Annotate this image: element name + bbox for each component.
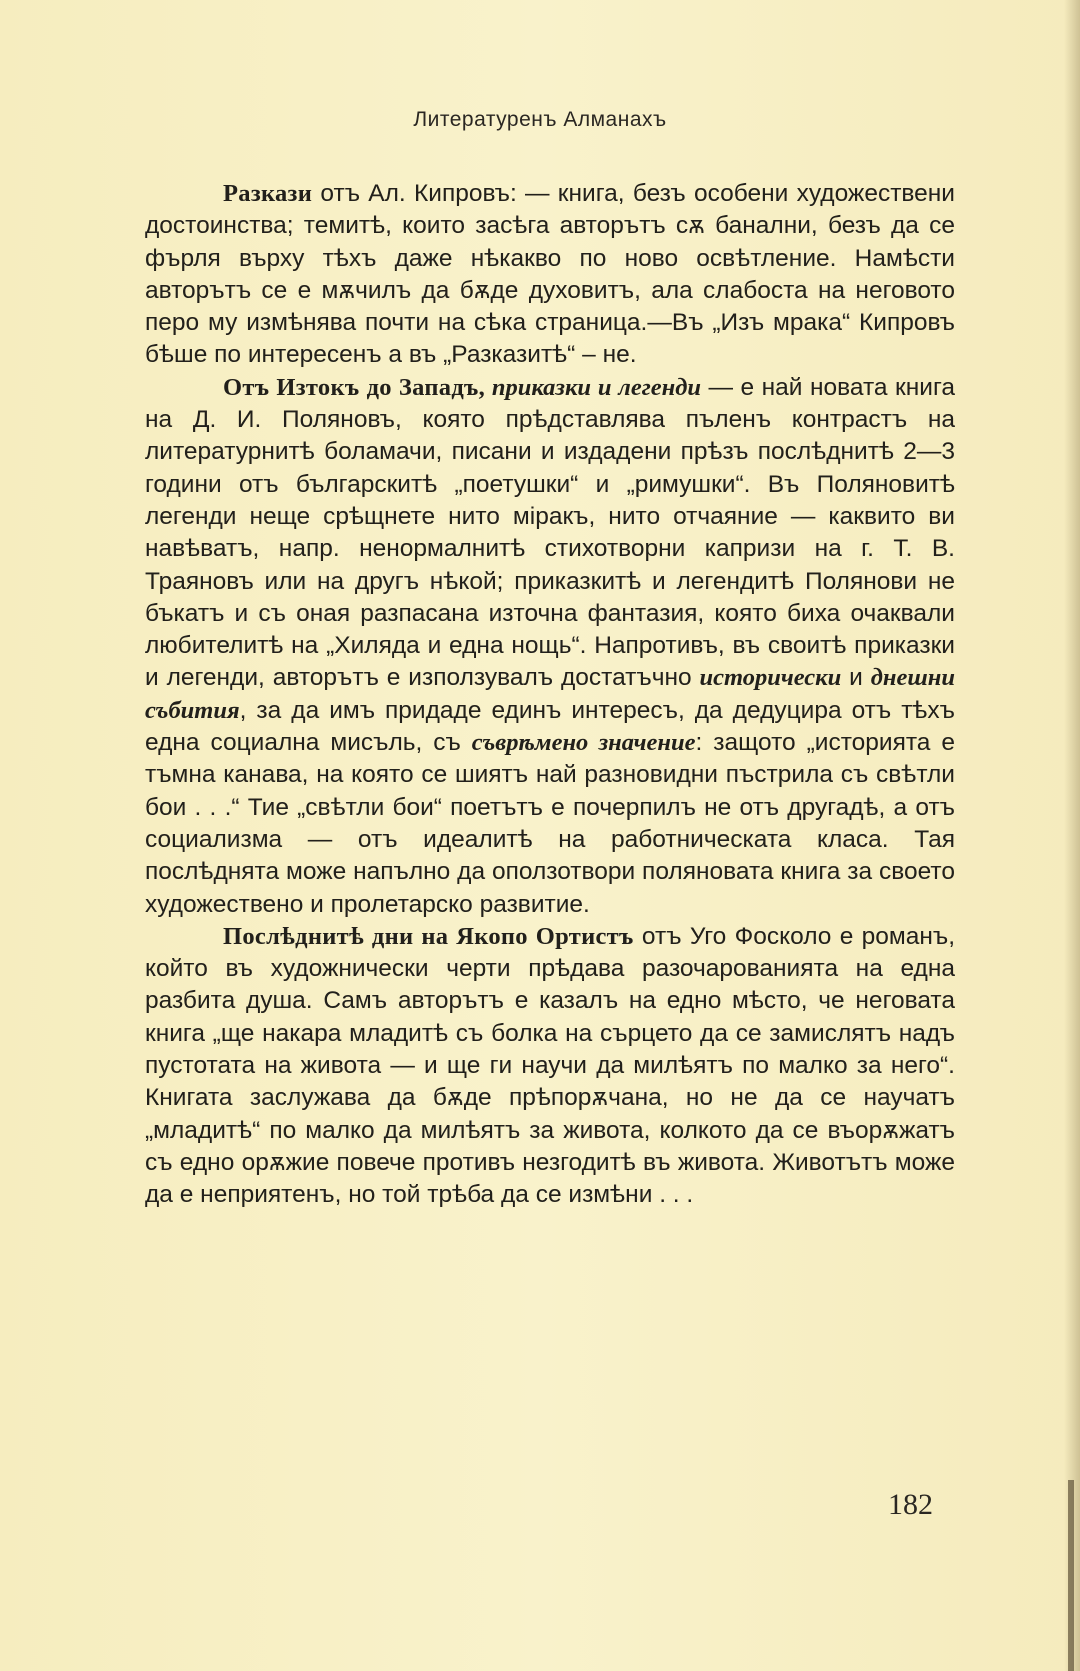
book-title-yakopo-ortis: Послѣднитѣ дни на Якопо Ортистъ	[223, 922, 634, 950]
emphasis-istoricheski: исторически	[699, 664, 842, 692]
paragraph-text: отъ Уго Фосколо е романъ, който въ художнически черти прѣдава разочарованията на една разбита душа. Самъ авторътъ е казалъ на едно мѣсто, че неговата книга „ще накара младитѣ съ болка на сърцето да се замислятъ надъ пустотата на живота — и ще ги научи да милѣятъ по малко за него“. Книгата заслужава да бѫде прѣпорѫчана, но не да се научатъ „младитѣ“ по малко да милѣятъ за живота, колкото да се въорѫжатъ съ едно орѫжие повече противъ незгодитѣ въ живота. Животътъ може да е неприятенъ, но той трѣба да се измѣни . . .	[145, 922, 956, 1209]
page-number: 182	[888, 1488, 933, 1521]
book-title-razkazi: Разкази	[223, 180, 313, 207]
paragraph-yakopo-ortis	[145, 921, 955, 1212]
running-header: Литературенъ Алманахъ	[413, 108, 667, 131]
emphasis-dneshni-sabitiya: днешни събития	[145, 664, 955, 724]
book-subtitle: приказки и легенди	[485, 373, 702, 401]
paragraph-text: отъ Ал. Кипровъ: — книга, безъ особени художествени достоинства; темитѣ, които засѣга авторътъ сѫ банални, безъ да се фърля върху тѣхъ даже нѣкакво по ново освѣтление. Намѣсти авторътъ се е мѫчилъ да бѫде духовитъ, ала слабоста на неговото перо му измѣнява почти на сѣка страница.—Въ „Изъ мрака“ Кипровъ бѣше по интересенъ а въ „Разказитѣ“ – не.	[145, 180, 955, 369]
paragraph-text: и	[841, 664, 871, 692]
paragraph-text: — е най новата книга на Д. И. Поляновъ, която прѣдставлява пъленъ контрастъ на литературнитѣ боламачи, писани и издадени прѣзъ послѣднитѣ 2—3 години отъ българскитѣ „поетушки“ и „римушки“. Въ Поляновитѣ легенди неще срѣщнете нито міракъ, нито отчаяние — каквито ви навѣватъ, напр. ненормалнитѣ стихотворни капризи на г. Т. В. Траяновъ или на другъ нѣкой; приказкитѣ и легендитѣ Полянови не бъкатъ и съ оная разпасана източна фантазия, която биха очаквали любителитѣ на „Хиляда и една нощь“. Напротивъ, въ своитѣ приказки и легенди, авторътъ е използувалъ достатъчно	[145, 373, 955, 692]
paragraph-ot-iztok	[145, 372, 955, 921]
page-edge-mark	[1068, 1480, 1074, 1671]
emphasis-savremeno-znachenie: съврѣмено значение	[471, 729, 696, 757]
paragraph-razkazi	[145, 178, 955, 372]
paragraph-text: , за да имъ придаде единъ интересъ, да дедуцира отъ тѣхъ една социална мисъль, съ	[145, 696, 955, 757]
book-title-ot-iztok: Отъ Изтокъ до Западъ,	[223, 373, 486, 401]
page-edge-shadow	[1064, 0, 1080, 1671]
page-body	[145, 178, 955, 1212]
paragraph-text: : защото „историята е тъмна канава, на която се шиятъ най разновидни пъстрила съ свѣтли бои . . .“ Тие „свѣтли бои“ поетътъ е почерпилъ не отъ другадѣ, а отъ социализма — отъ идеалитѣ на работническата класа. Тая послѣднята може напълно да оползотвори поляновата книга за своето художествено и пролетарско развитие.	[145, 729, 955, 918]
